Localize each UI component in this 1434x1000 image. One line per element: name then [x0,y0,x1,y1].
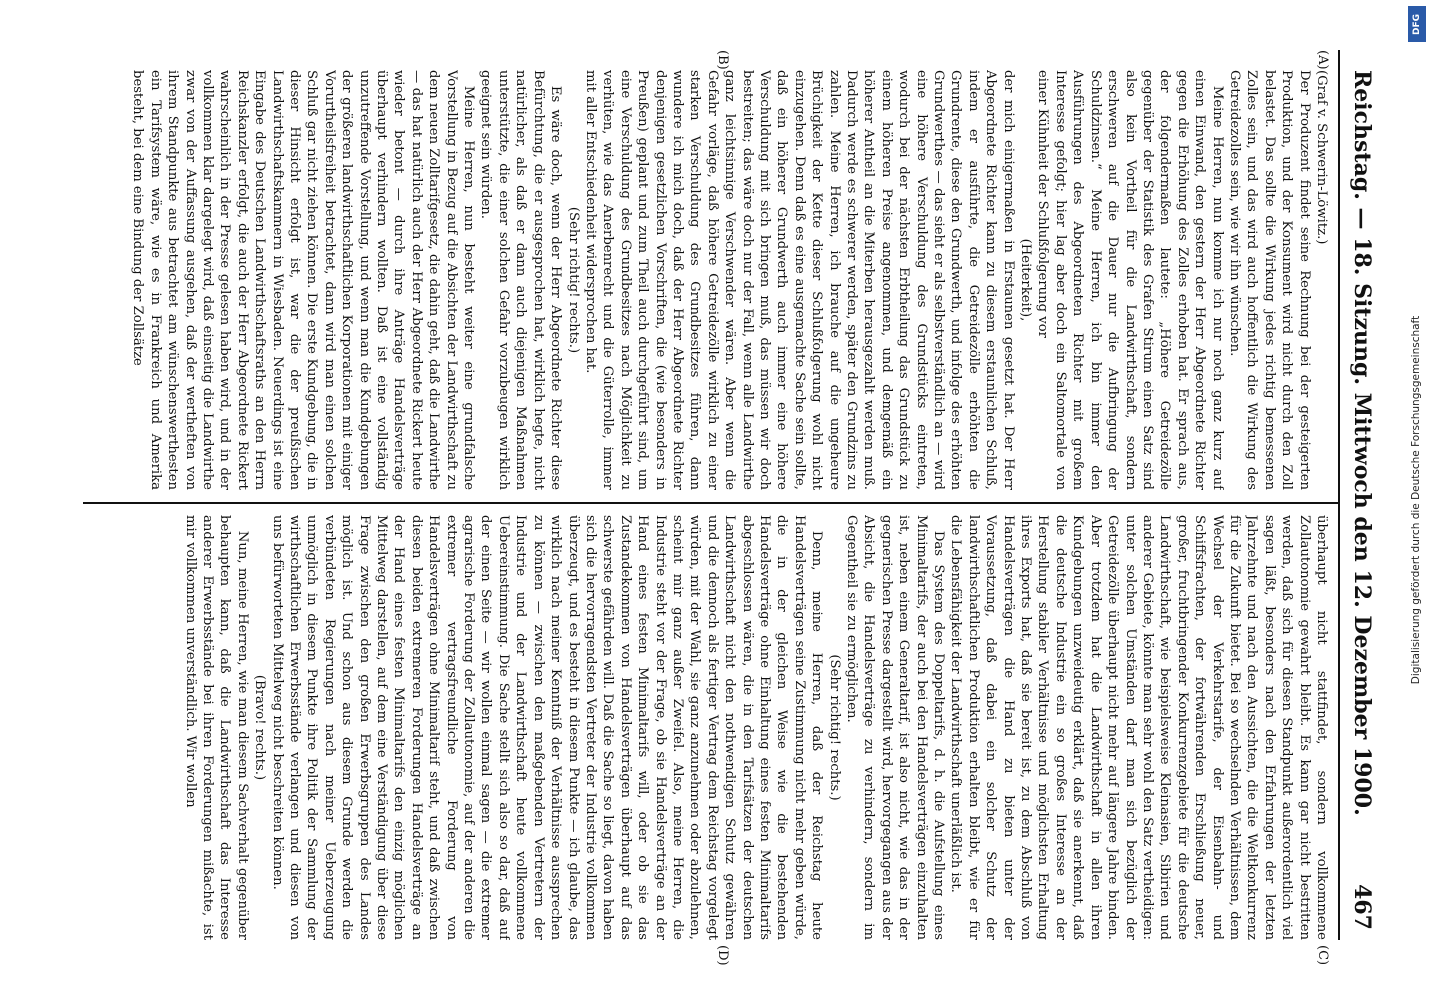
paragraph: der mich einigermaßen in Erstaunen gesetzt hat. Der Herr Abgeordnete Richter kann zu diesem erstaunlichen Schluß, indem er ausführte, die Getreidezölle erhöhten die Grundrente, diese den Grundwerth, und infolge des erhöhten Grundwerthes — das sieht er als selbstverständlich an — wird eine höhere Verschuldung des Grundstücks eintreten, wodurch bei der nächsten Erbtheilung das Grundstück zu einem höheren Preise angenommen, und demgemäß ein höherer Antheil an die Miterben herausgezahlt werden muß. Dadurch werde es schwerer werden, später den Grundzins zu zahlen. Meine Herren, ich brauche auf die ungeheure Brüchigkeit der Kette dieser Schlußfolgerung wohl nicht einzugehen. Denn daß es eine ausgemachte Sache sein sollte, daß ein höherer Grundwerth auch immer eine höhere Verschuldung mit sich bringen muß, das müssen wir doch bestreiten; das wäre doch nur der Fall, wenn alle Landwirthe ganz leichtsinnige Verschwender wären. Aber wenn die Gefahr vorläge, daß höhere Getreidezölle wirklich zu einer starken Verschuldung des Grundbesitzes führen, dann wundere ich mich doch, daß der Herr Abgeordnete Richter denjenigen gesetzlichen Vorschriften, die (wie besonders in Preußen) geplant und zum Theil auch durchgeführt sind, um eine Verschuldung des Grundbesitzes nach Möglichkeit zu verhüten, wie das Anerbenrecht und die Güterrolle, immer mit aller Entschiedenheit widersprochen hat. [582,70,1016,490]
paragraph: Meine Herren, nun besteht weiter eine grundfalsche Vorstellung in Bezug auf die Absichten der Landwirthschaft zu dem neuen Zolltarifgesetz, die dahin geht, daß die Landwirthe — das hat natürlich auch der Herr Abgeordnete Rickert heute wieder betont — durch ihre Anträge Handelsverträge überhaupt verhindern wollten. Daß ist eine vollständig unzutreffende Vorstellung, und wenn man die Kundgebungen der größeren landwirthschaftlichen Korporationen mit einiger Vorurtheilsfreiheit betrachtet, dann wird man einen solchen Schluß gar nicht ziehen können. Die erste Kundgebung, die in dieser Hinsicht erfolgt ist, war die der preußischen Landwirthschaftskammern in Wiesbaden. Neuerdings ist eine Eingabe des Deutschen Landwirthschaftsraths an den Herrn Reichskanzler erfolgt, die auch der Herr Abgeordnete Rickert wahrscheinlich in der Presse gelesen haben wird, und in der vollkommen klar dargelegt wird, daß einseitig die Landwirthe zwar von der Auffassung ausgehen, daß der wertheften von ihrem Standpunkte aus betrachtet am wünschenswerthesten ein Tarifsystem wäre, wie es in Frankreich und Amerika besteht, bei dem eine Bindung der Zollsätze [130,70,477,490]
paragraph: überhaupt nicht stattfindet, sondern vollkommene Zollautonomie gewahrt bleibt. Es kann gar nicht bestritten werden, daß sich für diesen Standpunkt außerordentlich viel sagen läßt, besonders nach den Erfahrungen der letzten Jahrzehnte und nach den Aussichten, die die Weltkonkurrenz für die Zukunft bietet. Bei so wechselnden Verhältnissen, dem Wechsel der Verkehrstarife, der Eisenbahn- und Schiffsfrachten, der fortwährenden Erschließung neuer, großer, fruchtbringender Konkurrenzgebiete für die deutsche Landwirthschaft, wie beispielsweise Kleinasien, Sibirien und anderer Gebiete, könnte man sehr wohl den Satz vertheidigen: unter solchen Umständen darf man sich bezüglich der Getreidezölle überhaupt nicht mehr auf längere Jahre binden. Aber trotzdem hat die Landwirthschaft in allen ihren Kundgebungen unzweideutig erklärt, daß sie anerkennt, daß die deutsche Industrie ein so großes Interesse an der Herstellung stabiler Verhältnisse und möglichsten Erhaltung ihres Exports hat, daß sie bereit ist, zu dem Abschluß von Handelsverträgen die Hand zu bieten unter der Voraussetzung, daß dabei ein solcher Schutz der landwirthschaftlichen Produktion erhalten bleibt, wie er für die Lebensfähigkeit der Landwirthschaft unerläßlich ist. [948,515,1329,940]
paragraph: (Graf v. Schwerin-Löwitz.) [1314,70,1329,245]
paragraph: Das System des Doppeltarifs, d. h. die Aufstellung eines Minimaltarifs, der auch bei den Handelsverträgen einzuhalten ist, neben einem Generaltarif, ist also nicht, wie das in der gegnerischen Presse dargestellt wird, hervorgegangen aus der Absicht, die Handelsverträge zu verhindern, sondern im Gegentheil sie zu ermöglichen. [844,515,947,940]
header-rule [1338,50,1340,940]
page-header [1342,70,1382,930]
paragraph: (Sehr richtig! rechts.) [826,654,842,801]
column-divider [83,502,1338,504]
paragraph: (Heiterkeit), [1018,238,1034,322]
paragraph: Denn, meine Herren, daß der Reichstag heute Handelsverträgen seine Zustimmung nicht mehr geben würde, die in der gleichen Weise wie die bestehenden Handelsverträge ohne Einhaltung eines festen Minimaltarifs abgeschlossen wären, die in den Tarifsätzen der deutschen Landwirthschaft nicht den nothwendigen Schutz gewähren und die dennoch als fertiger Vertrag dem Reichstag vorgelegt würden, mit der Wahl, sie ganz anzunehmen oder abzulehnen, scheint mir ganz außer Zweifel. Also, meine Herren, die Industrie steht vor der Frage, ob sie Handelsverträge an der Hand eines festen Minimaltarifs will, oder ob sie das Zustandekommen von Handelsverträgen überhaupt auf das schwerste gefährden will. Daß die Sache so liegt, davon haben sich die hervorragendsten Vertreter der Industrie vollkommen überzeugt, und es besteht in diesem Punkte — ich glaube, das wirklich nach meiner Kenntniß der Verhältnisse aussprechen zu können — zwischen den maßgebenden Vertretern der Industrie und der Landwirthschaft heute vollkommene Uebereinstimmung. Die Sache stellt sich also so dar, daß auf der einen Seite — wir wollen einmal sagen — die extremer agrarische Forderung der Zollautonomie, auf der anderen die extremer vertragsfreundliche Forderung von Handelsverträgen ohne Minimaltarif steht, und daß zwischen diesen beiden extremeren Forderungen Handelsverträge an der Hand eines festen Minimaltarifs den einzig möglichen Mittelweg darstellen, auf dem eine Verständigung über diese Frage zwischen den großen Erwerbsgruppen des Landes möglich ist. Und schon aus diesem Grunde werden die verbündeten Regierungen nach meiner Ueberzeugung unmöglich in diesem Punkte ihre Politik der Sammlung der wirthschaftlichen Erwerbsstände verlangen und diesen von uns befürworteten Mittelweg nicht beschreiten können. [269,515,825,940]
digitization-footer [1398,0,1434,1000]
newspaper-page [80,0,1390,1000]
running-head: Reichstag. — 18. Sitzung. Mittwoch den 12. Dezember 1900. [1349,70,1375,816]
paragraph: Es wäre doch, wenn der Herr Abgeordnete Richter diese Befürchtung, die er ausgesprochen hat, wirklich hegte, nicht natürlicher, als daß er dann auch diejenigen Maßnahmen unterstützte, die einer solchen Gefahr vorzubeugen wirklich geeignet sein würden. [478,70,564,490]
marker-a: (A) [1315,50,1330,70]
marker-c: (C) [1315,945,1330,966]
paragraph: Der Produzent findet seine Rechnung bei der gesteigerten Produktion, und der Konsument wird nicht durch den Zoll belastet. Das sollte die Wirkung jedes richtig bemessenen Zolles sein, und das wird auch hoffentlich die Wirkung des Getreidezolles sein, wie wir ihn wünschen. [1226,70,1312,490]
left-column [90,70,1330,490]
paragraph: (Bravo! rechts.) [252,674,268,781]
right-column [90,515,1330,940]
marker-b: (B) [715,50,730,70]
marker-d: (D) [715,945,730,966]
dfg-logo: DFG [1408,6,1426,42]
paragraph: Meine Herren, nun komme ich nur noch ganz kurz auf einen Einwand, den gestern der Herr Abgeordnete Richter gegen die Erhöhung des Zolles erhoben hat. Er sprach aus, der folgendermaßen lautete: „Höhere Getreidezölle gegenüber der Statistik des Grafen Stirum einen Satz sind also kein Vortheil für die Landwirthschaft, sondern erschweren auf die Dauer nur die Aufbringung der Schuldzinsen.“ Meine Herren, ich bin immer den Ausführungen des Abgeordneten Richter mit großem Interesse gefolgt; hier lag aber doch ein Saltomortale von einer Kühnheit der Schlußfolgerung vor [1035,70,1225,490]
paragraph: Nun, meine Herren, wie man diesem Sachverhalt gegenüber behaupten kann, daß die Landwirthschaft das Interesse anderer Erwerbsstände bei ihren Forderungen mißachte, ist mir vollkommen unverständlich. Wir wollen [182,515,250,940]
paragraph: (Sehr richtig! rechts.) [565,206,581,354]
page-number: 467 [1349,884,1375,930]
footer-credit: Digitalisierung gefördert durch die Deutsche Forschungsgemeinschaft [1410,315,1422,685]
